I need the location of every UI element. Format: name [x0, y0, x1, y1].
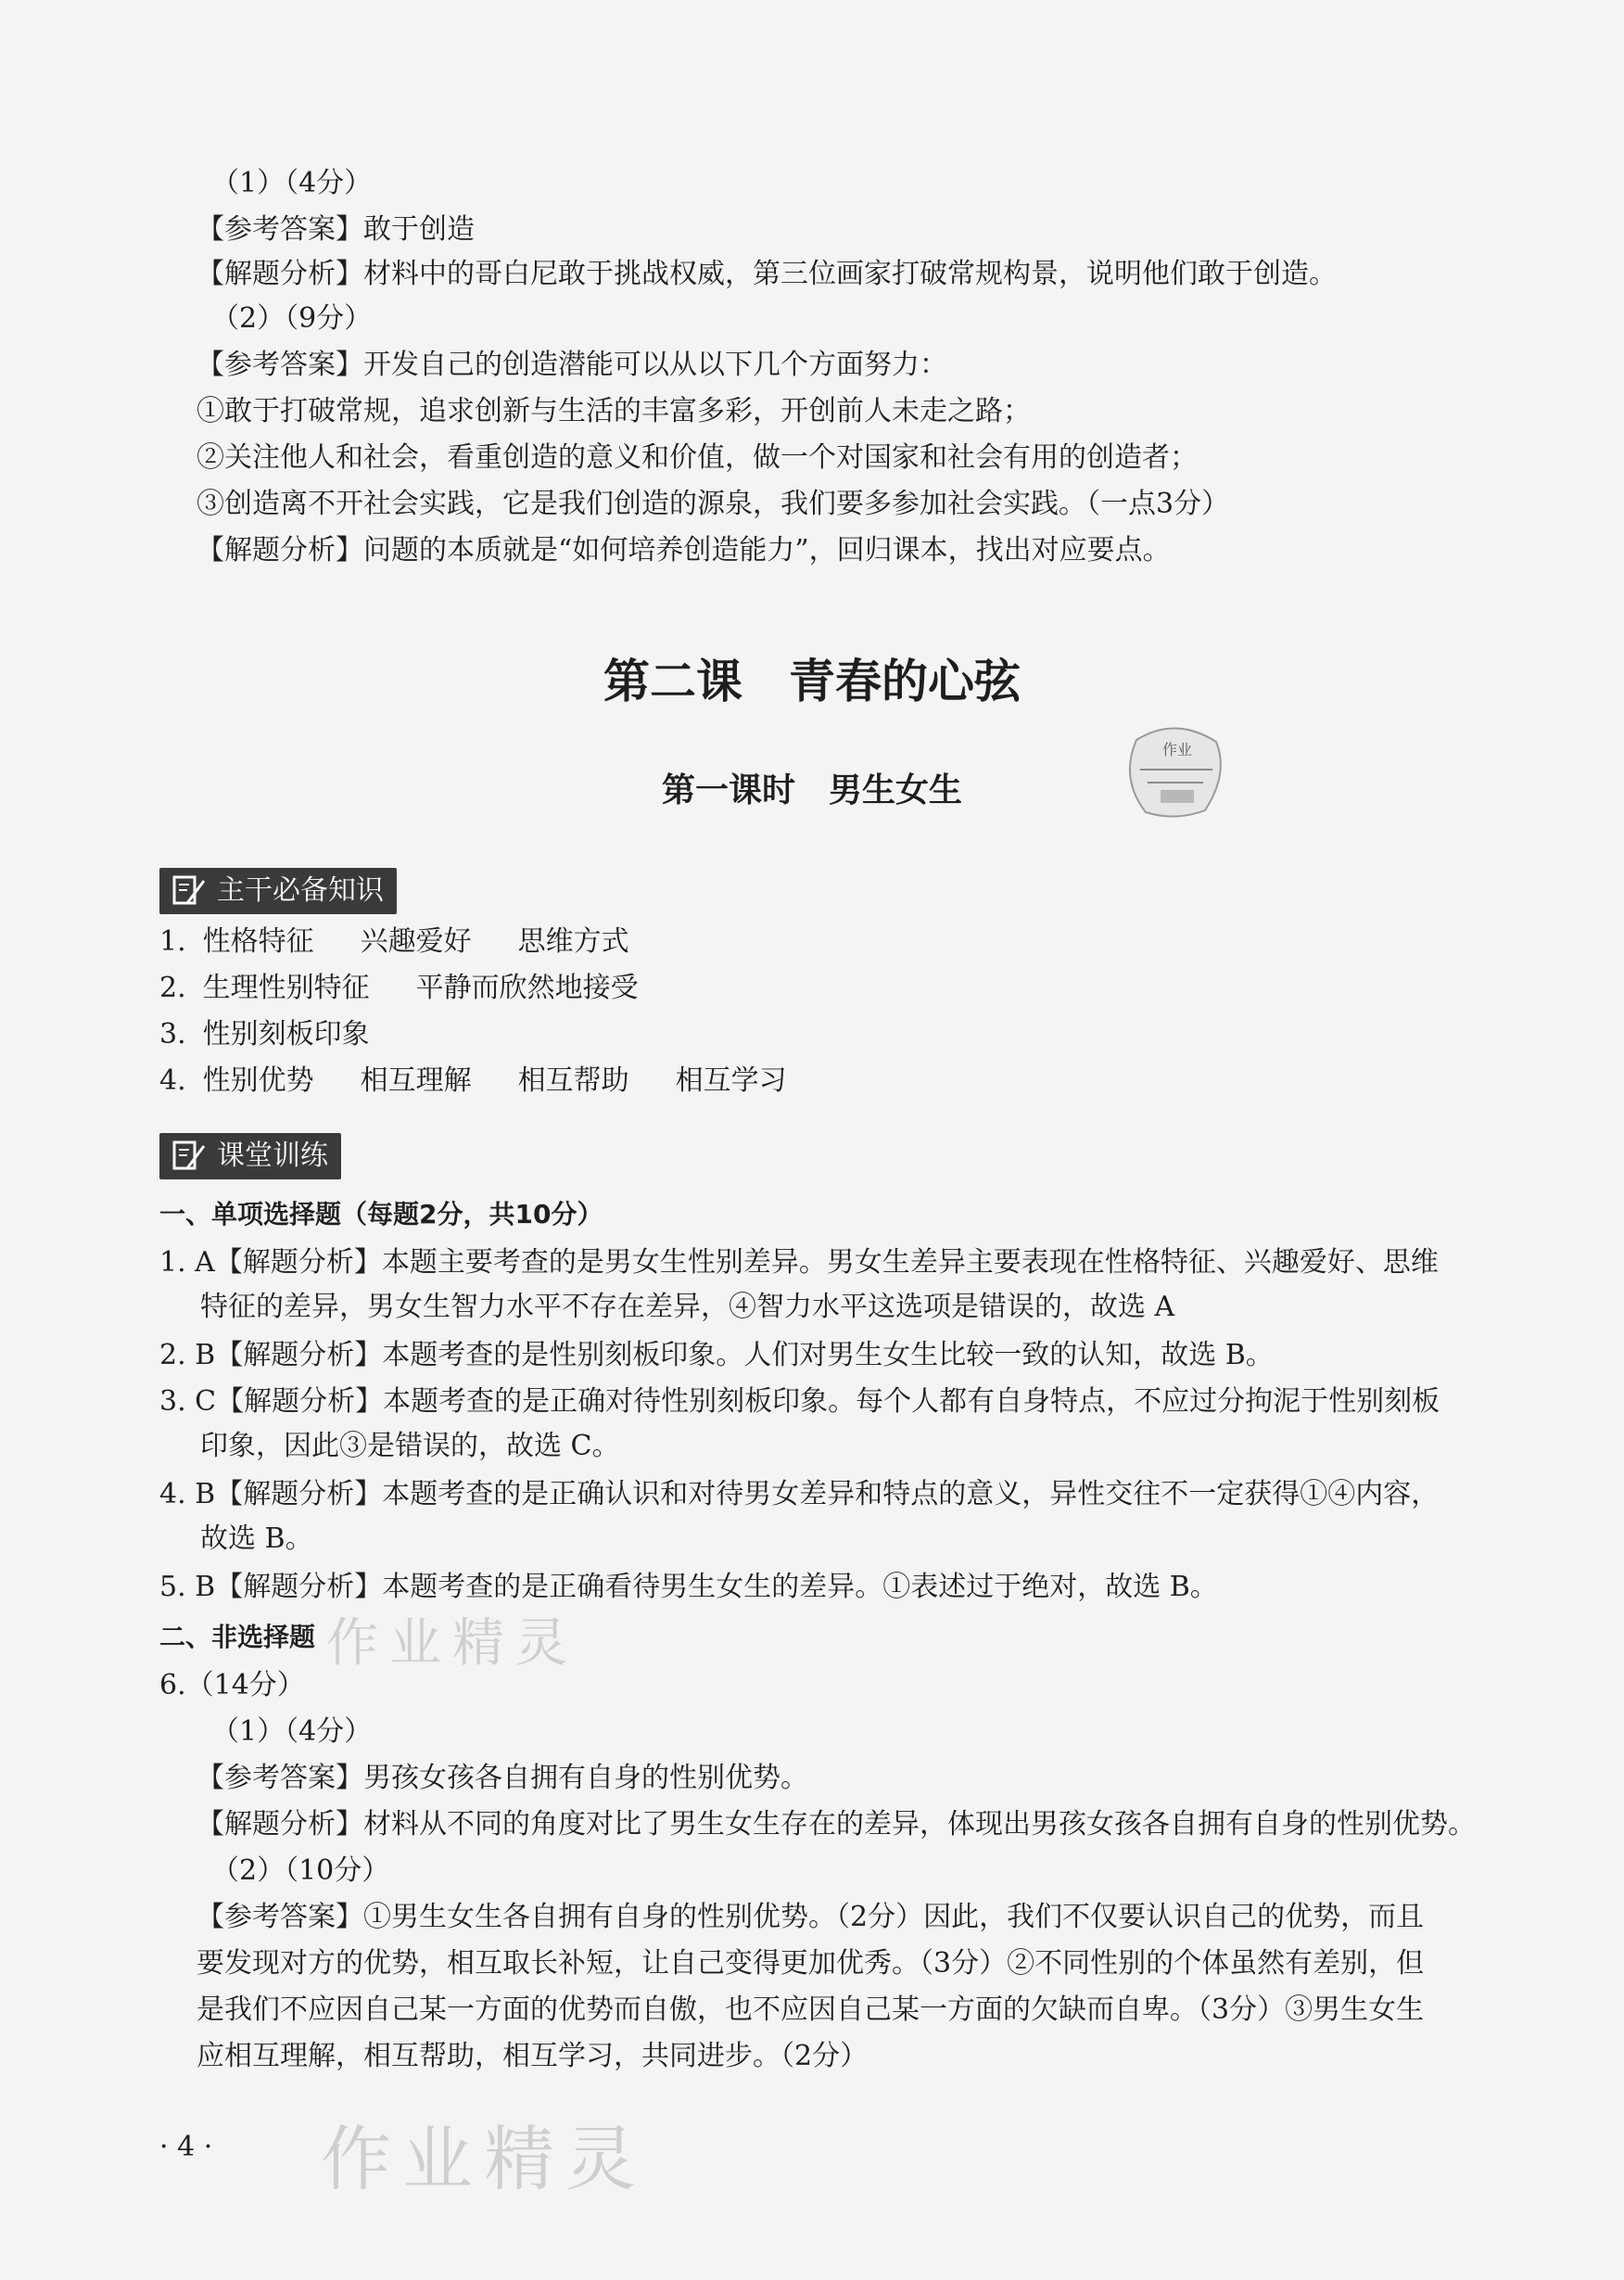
notebook-pen-icon: [172, 1140, 206, 1172]
knowledge-term: 平静而欣然地接受: [415, 972, 639, 1004]
page-number: · 4 ·: [159, 2131, 213, 2163]
knowledge-header: [159, 868, 397, 914]
knowledge-term: 相互学习: [675, 1064, 787, 1097]
q6-label: 6.（14分）: [159, 1669, 305, 1701]
watermark-middle: 作业精灵: [326, 1613, 578, 1674]
mc-q1-line2: 特征的差异，男女生智力水平不存在差异，④智力水平这选项是错误的，故选 A: [200, 1291, 1175, 1323]
knowledge-header-label: 主干必备知识: [217, 874, 384, 907]
knowledge-term: 思维方式: [517, 925, 629, 958]
q6-2-line4: 应相互理解，相互帮助，相互学习，共同进步。（2分）: [197, 2040, 869, 2072]
mc-q4-line1: 4. B【解题分析】本题考查的是正确认识和对待男女差异和特点的意义，异性交往不一定获得①④内容，: [159, 1478, 1440, 1510]
knowledge-item: [159, 923, 629, 961]
notebook-pen-icon: [172, 875, 206, 907]
q6-2-line2: 要发现对方的优势，相互取长补短，让自己变得更加优秀。（3分）②不同性别的个体虽然有差别，但: [197, 1947, 1425, 1980]
knowledge-term: 性别刻板印象: [202, 1018, 370, 1051]
knowledge-item-number: 4.: [159, 1064, 186, 1097]
stamp-seal: [1120, 721, 1231, 823]
single-choice-heading: 一、单项选择题（每题2分，共10分）: [159, 1199, 603, 1229]
mc-q4-line2: 故选 B。: [200, 1522, 313, 1555]
mc-q3-line2: 印象，因此③是错误的，故选 C。: [200, 1430, 620, 1462]
q1-answer: 【参考答案】敢于创造: [197, 213, 475, 246]
q6-2-label: （2）（10分）: [211, 1854, 390, 1887]
q2-label: （2）（9分）: [211, 302, 373, 335]
q2-answer: 【参考答案】开发自己的创造潜能可以从以下几个方面努力：: [197, 349, 947, 381]
q2-point-3: ③创造离不开社会实践，它是我们创造的源泉，我们要多参加社会实践。（一点3分）: [197, 488, 1230, 520]
q6-1-answer: 【参考答案】男孩女孩各自拥有自身的性别优势。: [197, 1762, 808, 1794]
mc-q3-line1: 3. C【解题分析】本题考查的是正确对待性别刻板印象。每个人都有自身特点，不应过分拘泥于性别刻板: [159, 1385, 1440, 1418]
training-header-label: 课堂训练: [217, 1140, 328, 1172]
knowledge-term: 兴趣爱好: [360, 925, 472, 958]
stamp-text: 作业: [1161, 741, 1193, 758]
knowledge-term: 相互帮助: [517, 1064, 629, 1097]
q1-label: （1）（4分）: [211, 167, 373, 199]
mc-q1-line1: 1. A【解题分析】本题主要考查的是男女生性别差异。男女生差异主要表现在性格特征、兴趣爱好、思维: [159, 1246, 1439, 1279]
q2-analysis: 【解题分析】问题的本质就是“如何培养创造能力”，回归课本，找出对应要点。: [197, 534, 1171, 567]
knowledge-item-number: 1.: [159, 925, 186, 958]
q6-1-analysis: 【解题分析】材料从不同的角度对比了男生女生存在的差异，体现出男孩女孩各自拥有自身的性别优势。: [197, 1808, 1476, 1841]
q6-2-line3: 是我们不应因自己某一方面的优势而自傲，也不应因自己某一方面的欠缺而自卑。（3分）③男生女生: [197, 1993, 1425, 2026]
period-title: 第一课时 男生女生: [661, 771, 962, 809]
training-header: [159, 1133, 341, 1179]
knowledge-item: [159, 1016, 370, 1053]
knowledge-item: [159, 970, 639, 1007]
knowledge-term: 性别优势: [202, 1064, 314, 1097]
knowledge-item-number: 2.: [159, 972, 186, 1004]
q6-2-line1: 【参考答案】①男生女生各自拥有自身的性别优势。（2分）因此，我们不仅要认识自己的优势，而且: [197, 1901, 1425, 1933]
q6-1-label: （1）（4分）: [211, 1715, 373, 1748]
q2-point-2: ②关注他人和社会，看重创造的意义和价值，做一个对国家和社会有用的创造者；: [197, 441, 1198, 474]
knowledge-item: [159, 1063, 787, 1100]
knowledge-term: 相互理解: [360, 1064, 472, 1097]
non-choice-heading: 二、非选择题: [159, 1622, 316, 1652]
q2-point-1: ①敢于打破常规，追求创新与生活的丰富多彩，开创前人未走之路；: [197, 395, 1031, 427]
lesson-title: 第二课 青春的心弦: [603, 655, 1021, 708]
knowledge-item-number: 3.: [159, 1018, 186, 1051]
mc-q5: 5. B【解题分析】本题考查的是正确看待男生女生的差异。①表述过于绝对，故选 B。: [159, 1571, 1218, 1603]
watermark-bottom: 作业精灵: [321, 2118, 647, 2200]
knowledge-term: 生理性别特征: [202, 972, 370, 1004]
mc-q2: 2. B【解题分析】本题考查的是性别刻板印象。人们对男生女生比较一致的认知，故选 B。: [159, 1339, 1274, 1371]
knowledge-term: 性格特征: [202, 925, 314, 958]
q1-analysis: 【解题分析】材料中的哥白尼敢于挑战权威，第三位画家打破常规构景，说明他们敢于创造。: [197, 258, 1337, 290]
